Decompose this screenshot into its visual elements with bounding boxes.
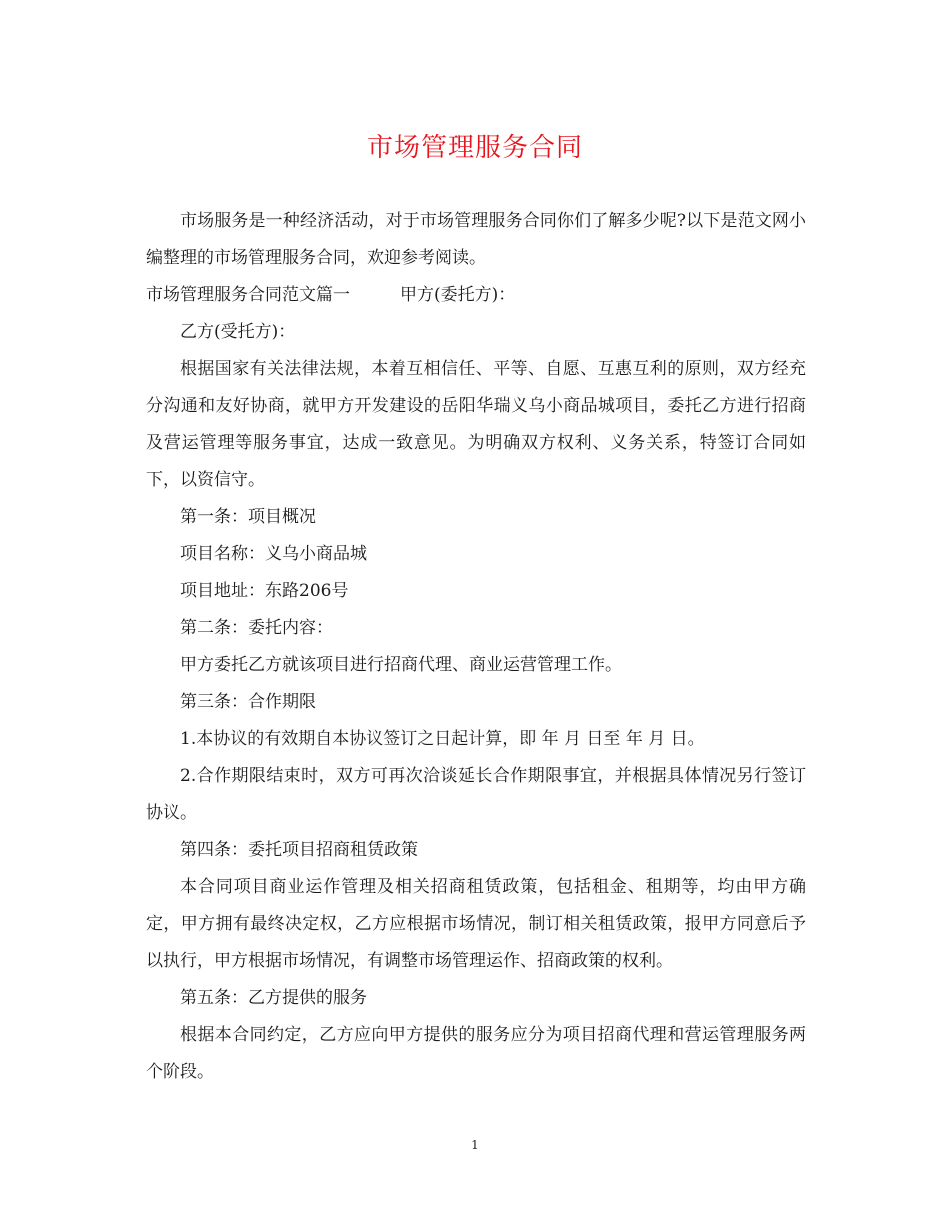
article-2-text: 甲方委托乙方就该项目进行招商代理、商业运营管理工作。: [180, 655, 622, 675]
article-5-text: 根据本合同约定，乙方应向甲方提供的服务应分为项目招商代理和营运管理服务两个阶段。: [146, 1025, 806, 1082]
article-3-heading: 第三条：合作期限: [180, 692, 316, 712]
article-4-heading: 第四条：委托项目招商租赁政策: [180, 840, 418, 860]
article-3-item-2: 2.合作期限结束时，双方可再次洽谈延长合作期限事宜，并根据具体情况另行签订协议。: [146, 766, 806, 823]
preamble-paragraph: 根据国家有关法律法规，本着互相信任、平等、自愿、互惠互利的原则，双方经充分沟通和友好协商，就甲方开发建设的岳阳华瑞义乌小商品城项目，委托乙方进行招商及营运管理等服务事宜，达成一致意见。为明确双方权利、义务关系，特签订合同如下，以资信守。: [146, 359, 806, 490]
section-heading: 市场管理服务合同范文篇一: [146, 285, 350, 305]
article-5-heading: 第五条：乙方提供的服务: [180, 988, 367, 1008]
article-1-heading: 第一条：项目概况: [180, 507, 316, 527]
party-a-label: 甲方(委托方)：: [400, 285, 516, 305]
project-name: 项目名称：义乌小商品城: [180, 544, 367, 564]
article-3-item-1: 1.本协议的有效期自本协议签订之日起计算，即 年 月 日至 年 月 日。: [180, 729, 705, 749]
intro-paragraph: 市场服务是一种经济活动，对于市场管理服务合同你们了解多少呢?以下是范文网小编整理的市场管理服务合同，欢迎参考阅读。: [146, 211, 806, 268]
document-body: [146, 203, 806, 1091]
document-title: 市场管理服务合同: [366, 133, 583, 163]
party-b-label: 乙方(受托方)：: [180, 322, 296, 342]
section-heading-line: [146, 277, 806, 314]
article-2-heading: 第二条：委托内容：: [180, 618, 333, 638]
project-address: 项目地址：东路206号: [180, 581, 349, 601]
article-4-text: 本合同项目商业运作管理及相关招商租赁政策，包括租金、租期等，均由甲方确定，甲方拥有最终决定权，乙方应根据市场情况，制订相关租赁政策，报甲方同意后予以执行，甲方根据市场情况，有调整市场管理运作、招商政策的权利。: [146, 877, 806, 971]
page-number: 1: [471, 1138, 479, 1152]
